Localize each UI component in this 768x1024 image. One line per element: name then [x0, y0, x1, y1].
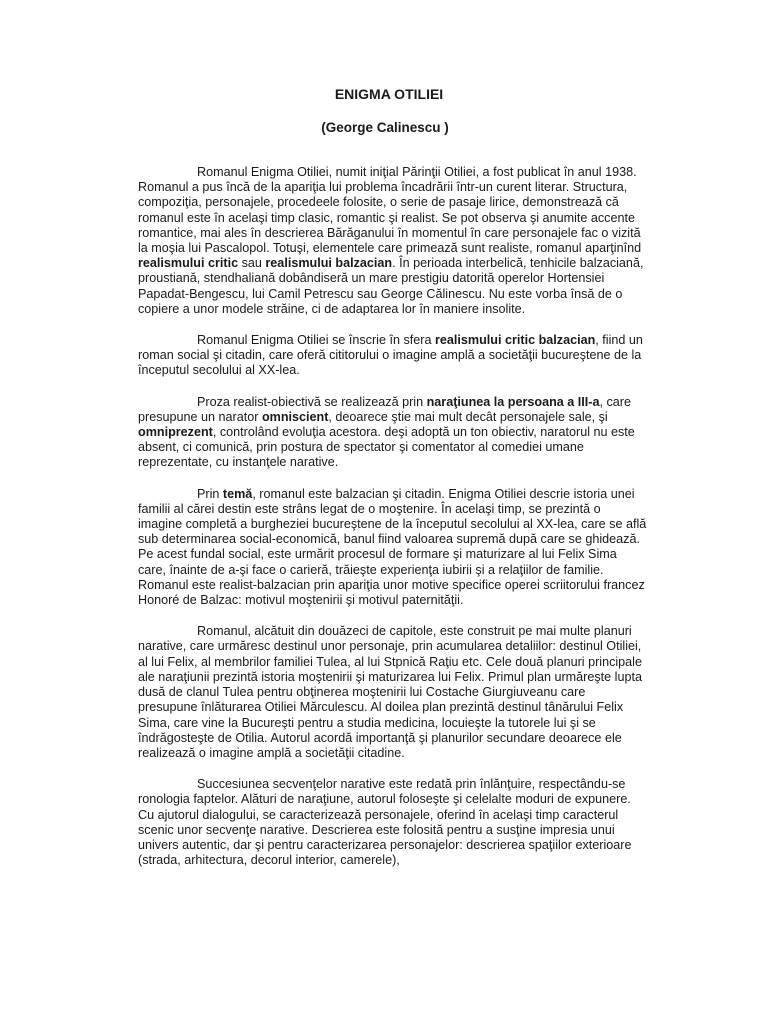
paragraph	[138, 395, 648, 471]
text-run: sau	[238, 256, 266, 271]
text-run: Prin	[197, 486, 223, 501]
text-run: . În perioada interbelică, tenhicile balzaciană, proustiană, stendhaliană dobândiseră un mare prestigiu datorită operelor Hortensiei Papadat-Bengescu, lui Camil Petrescu sau George Călinescu. Nu este vorba însă de o copiere a unor modele străine, ci de adaptarea lor în maniere insolite.	[138, 256, 644, 316]
paragraph	[138, 624, 648, 761]
text-run: , deoarece ştie mai mult decât personajele sale, şi	[328, 409, 608, 424]
text-run: , romanul este balzacian şi citadin. Enigma Otiliei descrie istoria unei familii al cărei destin este strâns legat de o moştenire. În acelaşi timp, se prezintă o imagine completă a burgheziei bucureştene de la începutul secolului al XX-lea, care se află sub determinarea social-economică, banul fiind valoarea supremă după care se ghidează. Pe acest fundal social, este urmărit procesul de formare şi maturizare al lui Felix Sima care, înainte de a-şi face o carieră, trăieşte experienţa iubirii şi a relaţiilor de familie. Romanul este realist-balzacian prin apariţia unor motive specifice operei scriitorului francez Honoré de Balzac: motivul moştenirii şi motivul paternităţii.	[138, 486, 647, 608]
bold-text: realismului balzacian	[265, 256, 393, 271]
bold-text: realismului critic	[138, 256, 239, 271]
bold-text: realismului critic balzacian	[434, 333, 596, 348]
document-title: ENIGMA OTILIEI	[334, 86, 444, 102]
paragraph	[138, 165, 648, 317]
document-body	[138, 165, 648, 884]
paragraph	[138, 333, 648, 379]
bold-text: naraţiunea la persoana a III-a	[426, 394, 600, 409]
text-run: , controlând evoluţia acestora. deşi adoptă un ton obiectiv, naratorul nu este absent, ci comunică, prin postura de spectator şi comentator al comediei umane reprezentate, cu instanţele narative.	[138, 425, 635, 470]
bold-text: omniscient	[261, 409, 329, 424]
text-run: Romanul Enigma Otiliei se înscrie în sfera	[197, 333, 435, 348]
paragraph	[138, 487, 648, 609]
text-run: Romanul, alcătuit din douăzeci de capitole, este construit pe mai multe planuri narative, care urmăresc destinul unor personaje, prin acumularea detaliilor: destinul Otiliei, al lui Felix, al membrilor familiei Tulea, al lui Stpnică Raţiu etc. Cele două planuri principale ale naraţiunii prezintă istoria moştenirii şi maturizarea lui Felix. Primul plan urmăreşte lupta dusă de clanul Tulea pentru obţinerea moştenirii lui Costache Giurgiuveanu care presupune înlăturarea Otiliei Mărculescu. Al doilea plan prezintă destinul tânărului Felix Sima, care vine la Bucureşti pentru a studia medicina, locuieşte la tutorele lui şi se îndrăgosteşte de Otilia. Autorul acordă importanţă şi planurilor secundare deoarece ele realizează o imagine amplă a societăţii citadine.	[138, 624, 642, 760]
bold-text: omniprezent	[138, 425, 213, 440]
document-author: (George Calinescu )	[321, 120, 449, 135]
paragraph	[138, 777, 648, 868]
text-run: Proza realist-obiectivă se realizează prin	[197, 394, 427, 409]
text-run: , fiind un roman social şi citadin, care oferă cititorului o imagine amplă a societăţii bucureştene de la începutul secolului al XX-lea.	[138, 333, 643, 378]
text-run: Succesiunea secvenţelor narative este redată prin înlănţuire, respectându-se ronologia faptelor. Alături de naraţiune, autorul foloseşte şi celelalte moduri de expunere. Cu ajutorul dialogului, se caracterizează personajele, oferind în acelaşi timp caracterul scenic unor secvenţe narative. Descrierea este folosită pentru a susţine impresia unui univers autentic, dar şi pentru caracterizarea personajelor: descrierea spaţiilor exterioare (strada, arhitectura, decorul interior, camerele),	[138, 777, 632, 868]
text-run: Romanul Enigma Otiliei, numit iniţial Părinţii Otiliei, a fost publicat în anul 1938. Romanul a pus încă de la apariţia lui problema încadrării într-un curent literar. Structura, compoziţia, personajele, procedeele folosite, o serie de pasaje lirice, demonstrează că romanul este în acelaşi timp clasic, romantic şi realist. Se pot observa şi anumite accente romantice, mai ales în descrierea Bărăganului în momentul în care personajele fac o vizită la moşia lui Pascalopol. Totuşi, elementele care primează sunt realiste, romanul aparţinînd	[138, 165, 642, 256]
bold-text: temă	[222, 486, 253, 501]
text-run: , care presupune un narator	[138, 394, 631, 424]
